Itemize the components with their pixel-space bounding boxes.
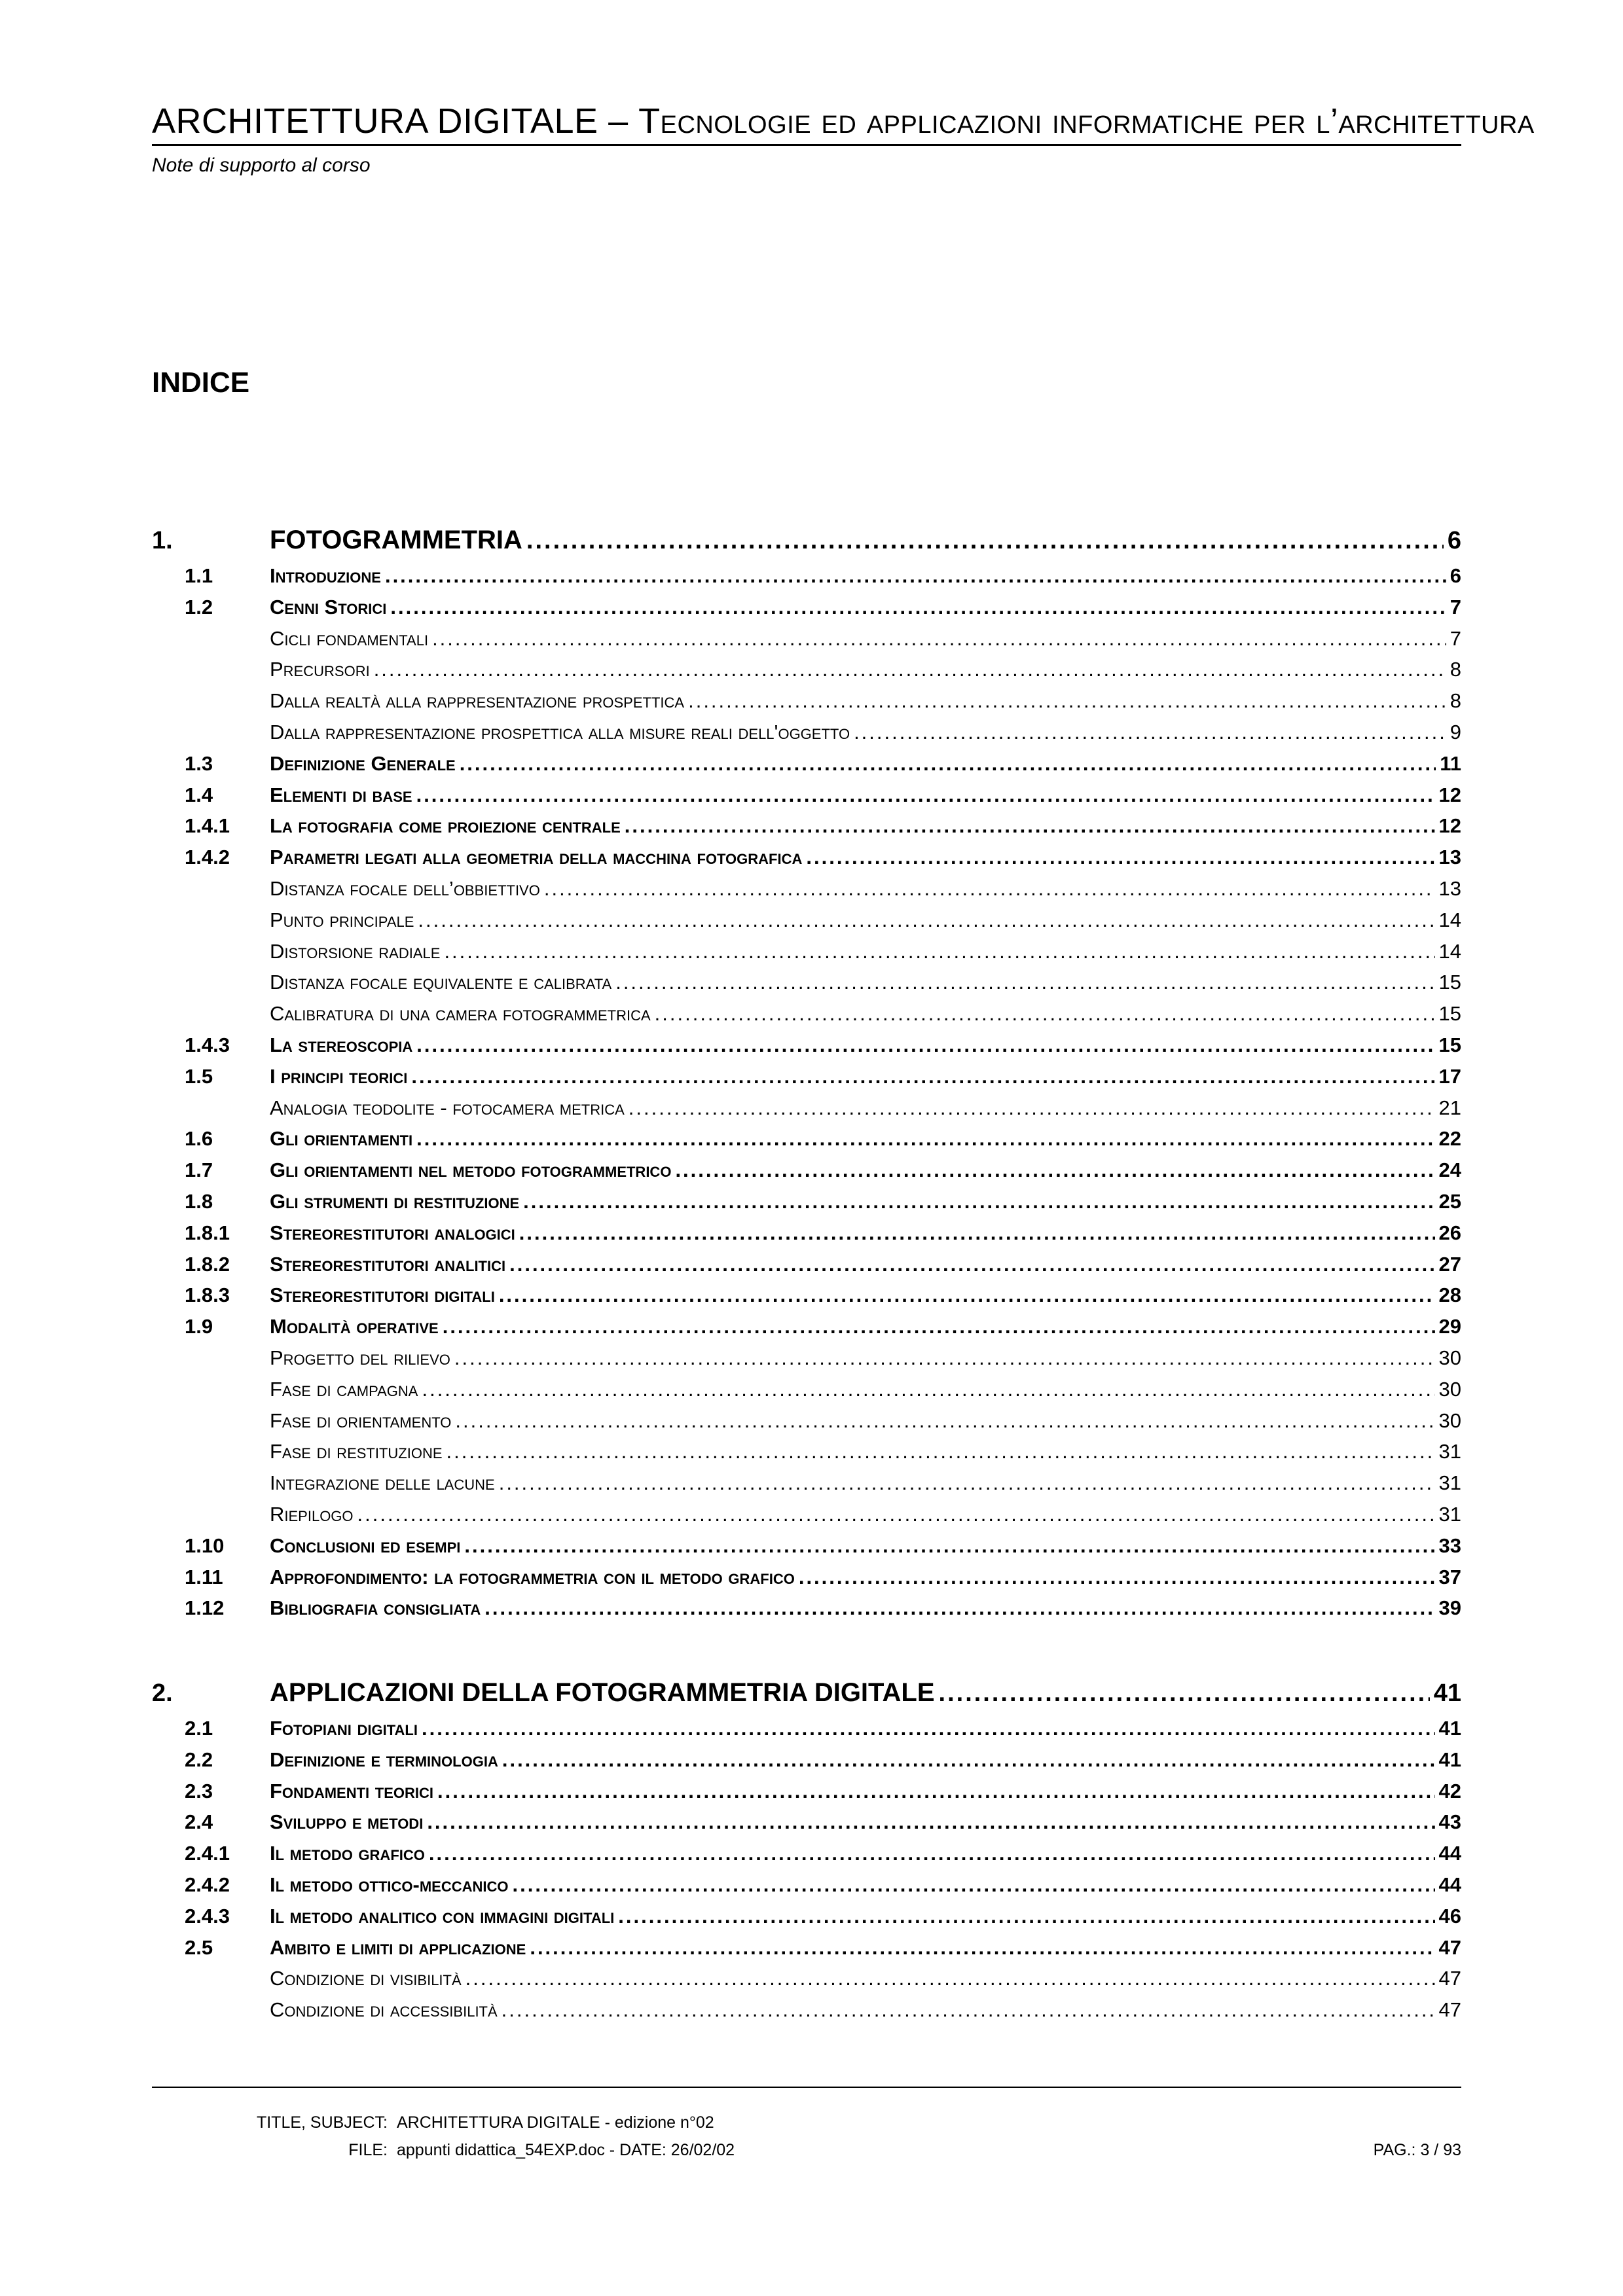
toc-entry-label: Condizione di visibilità	[270, 1967, 462, 1990]
toc-entry-page: 15	[1438, 971, 1461, 994]
toc-subsection-entry[interactable]	[152, 1963, 1461, 1994]
toc-entry-label: Distanza focale dell’obbiettivo	[270, 876, 540, 900]
toc-entry-number: 1.4	[185, 783, 213, 806]
toc-leader-dots	[429, 1838, 1435, 1869]
toc-entry-page: 24	[1438, 1158, 1461, 1182]
toc-entry-label: APPLICAZIONI DELLA FOTOGRAMMETRIA DIGITALE	[270, 1678, 935, 1708]
toc-entry-page: 47	[1438, 1998, 1461, 2022]
header-subtitle: Note di supporto al corso	[152, 154, 371, 176]
footer-rule	[152, 2087, 1461, 2088]
toc-entry-label: Il metodo grafico	[270, 1842, 425, 1865]
toc-leader-dots	[416, 780, 1435, 811]
toc-entry-number: 1.4.3	[185, 1033, 230, 1056]
document-header	[152, 98, 1535, 146]
toc-gap	[152, 1624, 1461, 1663]
footer-page-number: PAG.: 3 / 93	[1373, 2141, 1461, 2159]
toc-subsection-entry[interactable]	[152, 998, 1461, 1030]
toc-subsection-entry[interactable]	[152, 1374, 1461, 1405]
toc-subsection-entry[interactable]	[152, 1342, 1461, 1374]
toc-entry-label: Fase di campagna	[270, 1377, 418, 1401]
toc-entry-label: Analogia teodolite - fotocamera metrica	[270, 1096, 625, 1119]
toc-entry-page: 14	[1438, 939, 1461, 963]
toc-entry-page: 8	[1450, 689, 1461, 713]
toc-leader-dots	[390, 592, 1446, 623]
toc-entry-number: 1.8.1	[185, 1221, 230, 1244]
toc-leader-dots	[411, 1061, 1434, 1092]
toc-entry-number: 2.4	[185, 1810, 213, 1834]
toc-chapter-entry[interactable]	[152, 1672, 1461, 1713]
toc-subsection-entry[interactable]	[152, 685, 1461, 717]
toc-leader-dots	[625, 810, 1435, 842]
toc-entry-label: Stereorestitutori digitali	[270, 1283, 495, 1307]
toc-entry-label: La fotografia come proiezione centrale	[270, 814, 621, 838]
toc-leader-dots	[447, 1436, 1435, 1467]
toc-entry-page: 13	[1438, 846, 1461, 869]
toc-subsection-entry[interactable]	[152, 1436, 1461, 1467]
toc-entry-page: 31	[1438, 1440, 1461, 1463]
toc-section-entry[interactable]	[152, 1030, 1461, 1061]
toc-entry-label: Gli orientamenti	[270, 1127, 413, 1151]
toc-entry-page: 21	[1438, 1096, 1461, 1119]
toc-entry-page: 37	[1438, 1565, 1461, 1588]
toc-entry-number: 1.8	[185, 1189, 213, 1213]
toc-entry-label: Bibliografia consigliata	[270, 1596, 481, 1620]
toc-entry-page: 31	[1438, 1502, 1461, 1526]
toc-entry-label: Il metodo analitico con immagini digitali	[270, 1904, 615, 1928]
toc-leader-dots	[357, 1499, 1435, 1530]
toc-subsection-entry[interactable]	[152, 623, 1461, 655]
toc-leader-dots	[374, 654, 1446, 685]
footer-file-line	[152, 2136, 1461, 2164]
toc-entry-label: Approfondimento: la fotogrammetria con il metodo grafico	[270, 1565, 795, 1588]
toc-entry-page: 41	[1438, 1748, 1461, 1771]
toc-entry-page: 46	[1438, 1904, 1461, 1928]
toc-entry-label: Fotopiani digitali	[270, 1717, 418, 1740]
toc-leader-dots	[465, 1963, 1435, 1994]
toc-section-entry[interactable]	[152, 560, 1461, 592]
toc-subsection-entry[interactable]	[152, 1467, 1461, 1499]
toc-leader-dots	[615, 967, 1434, 998]
toc-entry-number: 2.2	[185, 1748, 213, 1771]
toc-entry-page: 44	[1438, 1842, 1461, 1865]
toc-entry-page: 26	[1438, 1221, 1461, 1244]
toc-leader-dots	[513, 1869, 1435, 1901]
toc-chapter-entry[interactable]	[152, 520, 1461, 560]
toc-entry-label: Gli strumenti di restituzione	[270, 1189, 520, 1213]
toc-leader-dots	[499, 1280, 1435, 1311]
toc-entry-page: 31	[1438, 1471, 1461, 1495]
toc-entry-label: Il metodo ottico-meccanico	[270, 1873, 509, 1897]
toc-entry-label: Ambito e limiti di applicazione	[270, 1935, 526, 1959]
toc-leader-dots	[502, 1744, 1435, 1776]
toc-entry-number: 1.5	[185, 1064, 213, 1088]
toc-entry-label: Fase di restituzione	[270, 1440, 443, 1463]
toc-section-entry[interactable]	[152, 1869, 1461, 1901]
toc-leader-dots	[799, 1562, 1435, 1593]
toc-section-entry[interactable]	[152, 1932, 1461, 1964]
toc-entry-number: 2.3	[185, 1779, 213, 1803]
toc-leader-dots	[530, 1932, 1434, 1964]
toc-subsection-entry[interactable]	[152, 873, 1461, 905]
toc-section-entry[interactable]	[152, 1901, 1461, 1932]
toc-entry-page: 7	[1450, 626, 1461, 650]
toc-entry-label: Fase di orientamento	[270, 1408, 452, 1432]
toc-leader-dots	[454, 1342, 1435, 1374]
toc-entry-label: Integrazione delle lacune	[270, 1471, 495, 1495]
toc-entry-label: Stereorestitutori analitici	[270, 1252, 506, 1276]
toc-section-entry[interactable]	[152, 810, 1461, 842]
toc-leader-dots	[432, 623, 1446, 655]
footer-file-value: appunti didattica_54EXP.doc - DATE: 26/02/02	[397, 2141, 735, 2159]
toc-subsection-entry[interactable]	[152, 1405, 1461, 1437]
table-of-contents	[152, 511, 1461, 2026]
header-title-main: ARCHITETTURA DIGITALE –	[152, 101, 639, 141]
toc-leader-dots	[523, 1186, 1434, 1217]
toc-entry-label: Distorsione radiale	[270, 939, 441, 963]
toc-section-entry[interactable]	[152, 1217, 1461, 1249]
toc-leader-dots	[437, 1776, 1435, 1807]
toc-subsection-entry[interactable]	[152, 1092, 1461, 1124]
toc-entry-page: 7	[1450, 595, 1461, 619]
toc-entry-page: 12	[1438, 783, 1461, 806]
toc-subsection-entry[interactable]	[152, 936, 1461, 967]
footer-title-value: ARCHITETTURA DIGITALE - edizione n°02	[397, 2113, 714, 2132]
toc-entry-number: 1.4.2	[185, 846, 230, 869]
toc-entry-page: 28	[1438, 1283, 1461, 1307]
toc-entry-number: 1.11	[185, 1565, 223, 1588]
toc-section-entry[interactable]	[152, 1776, 1461, 1807]
toc-section-entry[interactable]	[152, 1311, 1461, 1342]
toc-section-entry[interactable]	[152, 1744, 1461, 1776]
toc-entry-page: 22	[1438, 1127, 1461, 1151]
toc-entry-page: 39	[1438, 1596, 1461, 1620]
toc-section-entry[interactable]	[152, 1061, 1461, 1092]
toc-leader-dots	[427, 1806, 1434, 1838]
toc-leader-dots	[629, 1092, 1435, 1124]
toc-entry-label: Cenni Storici	[270, 595, 387, 619]
toc-leader-dots	[688, 685, 1446, 717]
toc-leader-dots	[460, 748, 1436, 780]
toc-entry-page: 47	[1438, 1967, 1461, 1990]
toc-entry-page: 44	[1438, 1873, 1461, 1897]
toc-entry-number: 1.3	[185, 751, 213, 775]
toc-entry-number: 1.	[152, 527, 173, 554]
toc-leader-dots	[422, 1713, 1435, 1744]
toc-subsection-entry[interactable]	[152, 905, 1461, 936]
toc-entry-page: 15	[1438, 1002, 1461, 1026]
toc-entry-page: 30	[1438, 1346, 1461, 1369]
toc-leader-dots	[509, 1249, 1434, 1280]
toc-subsection-entry[interactable]	[152, 717, 1461, 748]
toc-entry-page: 42	[1438, 1779, 1461, 1803]
toc-entry-label: Condizione di accessibilità	[270, 1998, 498, 2022]
document-footer	[152, 2109, 1461, 2164]
toc-entry-page: 33	[1438, 1534, 1461, 1557]
toc-entry-page: 6	[1450, 564, 1461, 587]
toc-entry-label: La stereoscopia	[270, 1033, 413, 1056]
toc-entry-number: 1.10	[185, 1534, 225, 1557]
toc-entry-number: 1.8.3	[185, 1283, 230, 1307]
toc-section-entry[interactable]	[152, 1806, 1461, 1838]
toc-entry-page: 43	[1438, 1810, 1461, 1834]
toc-subsection-entry[interactable]	[152, 1994, 1461, 2026]
toc-leader-dots	[418, 905, 1434, 936]
toc-entry-label: Precursori	[270, 658, 370, 681]
toc-entry-page: 41	[1433, 1679, 1461, 1708]
toc-entry-number: 2.5	[185, 1935, 213, 1959]
toc-entry-number: 1.6	[185, 1127, 213, 1151]
toc-leader-dots	[675, 1155, 1434, 1186]
toc-entry-label: Dalla realtà alla rappresentazione prospettica	[270, 689, 685, 713]
toc-entry-number: 2.4.3	[185, 1904, 230, 1928]
toc-entry-number: 1.8.2	[185, 1252, 230, 1276]
toc-entry-label: Punto principale	[270, 908, 414, 931]
toc-leader-dots	[501, 1994, 1435, 2026]
toc-section-entry[interactable]	[152, 1838, 1461, 1869]
toc-leader-dots	[499, 1467, 1435, 1499]
toc-leader-dots	[484, 1592, 1434, 1624]
toc-entry-page: 29	[1438, 1315, 1461, 1338]
toc-entry-label: I principi teorici	[270, 1064, 408, 1088]
toc-entry-label: FOTOGRAMMETRIA	[270, 526, 522, 554]
footer-title-line	[152, 2109, 1461, 2136]
toc-leader-dots	[939, 1673, 1430, 1713]
toc-leader-dots	[618, 1901, 1434, 1932]
toc-entry-page: 9	[1450, 720, 1461, 744]
toc-subsection-entry[interactable]	[152, 967, 1461, 998]
toc-section-entry[interactable]	[152, 1592, 1461, 1624]
toc-section-entry[interactable]	[152, 748, 1461, 780]
toc-leader-dots	[854, 717, 1446, 748]
toc-leader-dots	[443, 1311, 1435, 1342]
toc-section-entry[interactable]	[152, 842, 1461, 873]
toc-entry-label: Dalla rappresentazione prospettica alla misure reali dell'oggetto	[270, 720, 850, 744]
toc-entry-label: Distanza focale equivalente e calibrata	[270, 971, 612, 994]
toc-entry-number: 1.2	[185, 595, 213, 619]
toc-entry-label: Elementi di base	[270, 783, 412, 806]
toc-entry-number: 1.9	[185, 1315, 213, 1338]
toc-entry-page: 12	[1438, 814, 1461, 838]
toc-entry-number: 1.1	[185, 564, 213, 587]
toc-entry-number: 1.4.1	[185, 814, 230, 838]
toc-entry-page: 41	[1438, 1717, 1461, 1740]
toc-entry-page: 14	[1438, 908, 1461, 931]
toc-entry-label: Gli orientamenti nel metodo fotogrammetrico	[270, 1158, 672, 1182]
toc-entry-page: 47	[1438, 1935, 1461, 1959]
toc-entry-number: 2.1	[185, 1717, 213, 1740]
toc-leader-dots	[526, 520, 1444, 561]
toc-entry-page: 15	[1438, 1033, 1461, 1056]
toc-entry-page: 25	[1438, 1189, 1461, 1213]
toc-entry-page: 6	[1447, 527, 1461, 554]
toc-entry-page: 30	[1438, 1377, 1461, 1401]
header-title	[152, 98, 1535, 144]
toc-leader-dots	[422, 1374, 1434, 1405]
toc-entry-label: Definizione e terminologia	[270, 1748, 498, 1771]
toc-entry-label: Modalità operative	[270, 1315, 439, 1338]
toc-entry-number: 1.12	[185, 1596, 225, 1620]
footer-title-key: TITLE, SUBJECT:	[256, 2113, 388, 2132]
header-title-rest: Tecnologie ed applicazioni informatiche per l’architettura	[638, 101, 1535, 141]
toc-entry-number: 2.4.1	[185, 1842, 230, 1865]
toc-entry-label: Riepilogo	[270, 1502, 354, 1526]
toc-entry-page: 17	[1438, 1064, 1461, 1088]
toc-entry-number: 1.7	[185, 1158, 213, 1182]
toc-section-entry[interactable]	[152, 1530, 1461, 1562]
toc-leader-dots	[385, 560, 1446, 592]
toc-entry-label: Cicli fondamentali	[270, 626, 429, 650]
toc-subsection-entry[interactable]	[152, 654, 1461, 685]
toc-entry-page: 27	[1438, 1252, 1461, 1276]
toc-subsection-entry[interactable]	[152, 1499, 1461, 1530]
toc-section-entry[interactable]	[152, 1186, 1461, 1217]
toc-entry-label: Definizione Generale	[270, 751, 456, 775]
toc-section-entry[interactable]	[152, 1713, 1461, 1744]
toc-entry-label: Calibratura di una camera fotogrammetrica	[270, 1002, 651, 1026]
toc-leader-dots	[464, 1530, 1434, 1562]
toc-section-entry[interactable]	[152, 780, 1461, 811]
toc-leader-dots	[455, 1405, 1434, 1437]
toc-entry-number: 2.4.2	[185, 1873, 230, 1897]
toc-entry-label: Parametri legati alla geometria della macchina fotografica	[270, 846, 803, 869]
toc-entry-number: 2.	[152, 1679, 173, 1708]
toc-leader-dots	[519, 1217, 1435, 1249]
index-heading: INDICE	[152, 367, 250, 399]
toc-entry-label: Fondamenti teorici	[270, 1779, 433, 1803]
toc-entry-label: Progetto del rilievo	[270, 1346, 450, 1369]
toc-leader-dots	[806, 842, 1434, 873]
footer-file-key: FILE:	[348, 2141, 388, 2159]
toc-entry-page: 11	[1440, 751, 1461, 775]
toc-section-entry[interactable]	[152, 1123, 1461, 1155]
toc-section-entry[interactable]	[152, 592, 1461, 623]
toc-section-entry[interactable]	[152, 1280, 1461, 1311]
toc-entry-label: Introduzione	[270, 564, 381, 587]
toc-leader-dots	[416, 1030, 1434, 1061]
toc-entry-page: 13	[1438, 876, 1461, 900]
toc-section-entry[interactable]	[152, 1249, 1461, 1280]
toc-entry-page: 8	[1450, 658, 1461, 681]
toc-entry-page: 30	[1438, 1408, 1461, 1432]
toc-section-entry[interactable]	[152, 1562, 1461, 1593]
toc-section-entry[interactable]	[152, 1155, 1461, 1186]
toc-leader-dots	[416, 1123, 1434, 1155]
toc-leader-dots	[655, 998, 1435, 1030]
toc-leader-dots	[544, 873, 1435, 905]
toc-entry-label: Sviluppo e metodi	[270, 1810, 424, 1834]
toc-leader-dots	[444, 936, 1434, 967]
toc-entry-label: Conclusioni ed esempi	[270, 1534, 461, 1557]
toc-entry-label: Stereorestitutori analogici	[270, 1221, 515, 1244]
